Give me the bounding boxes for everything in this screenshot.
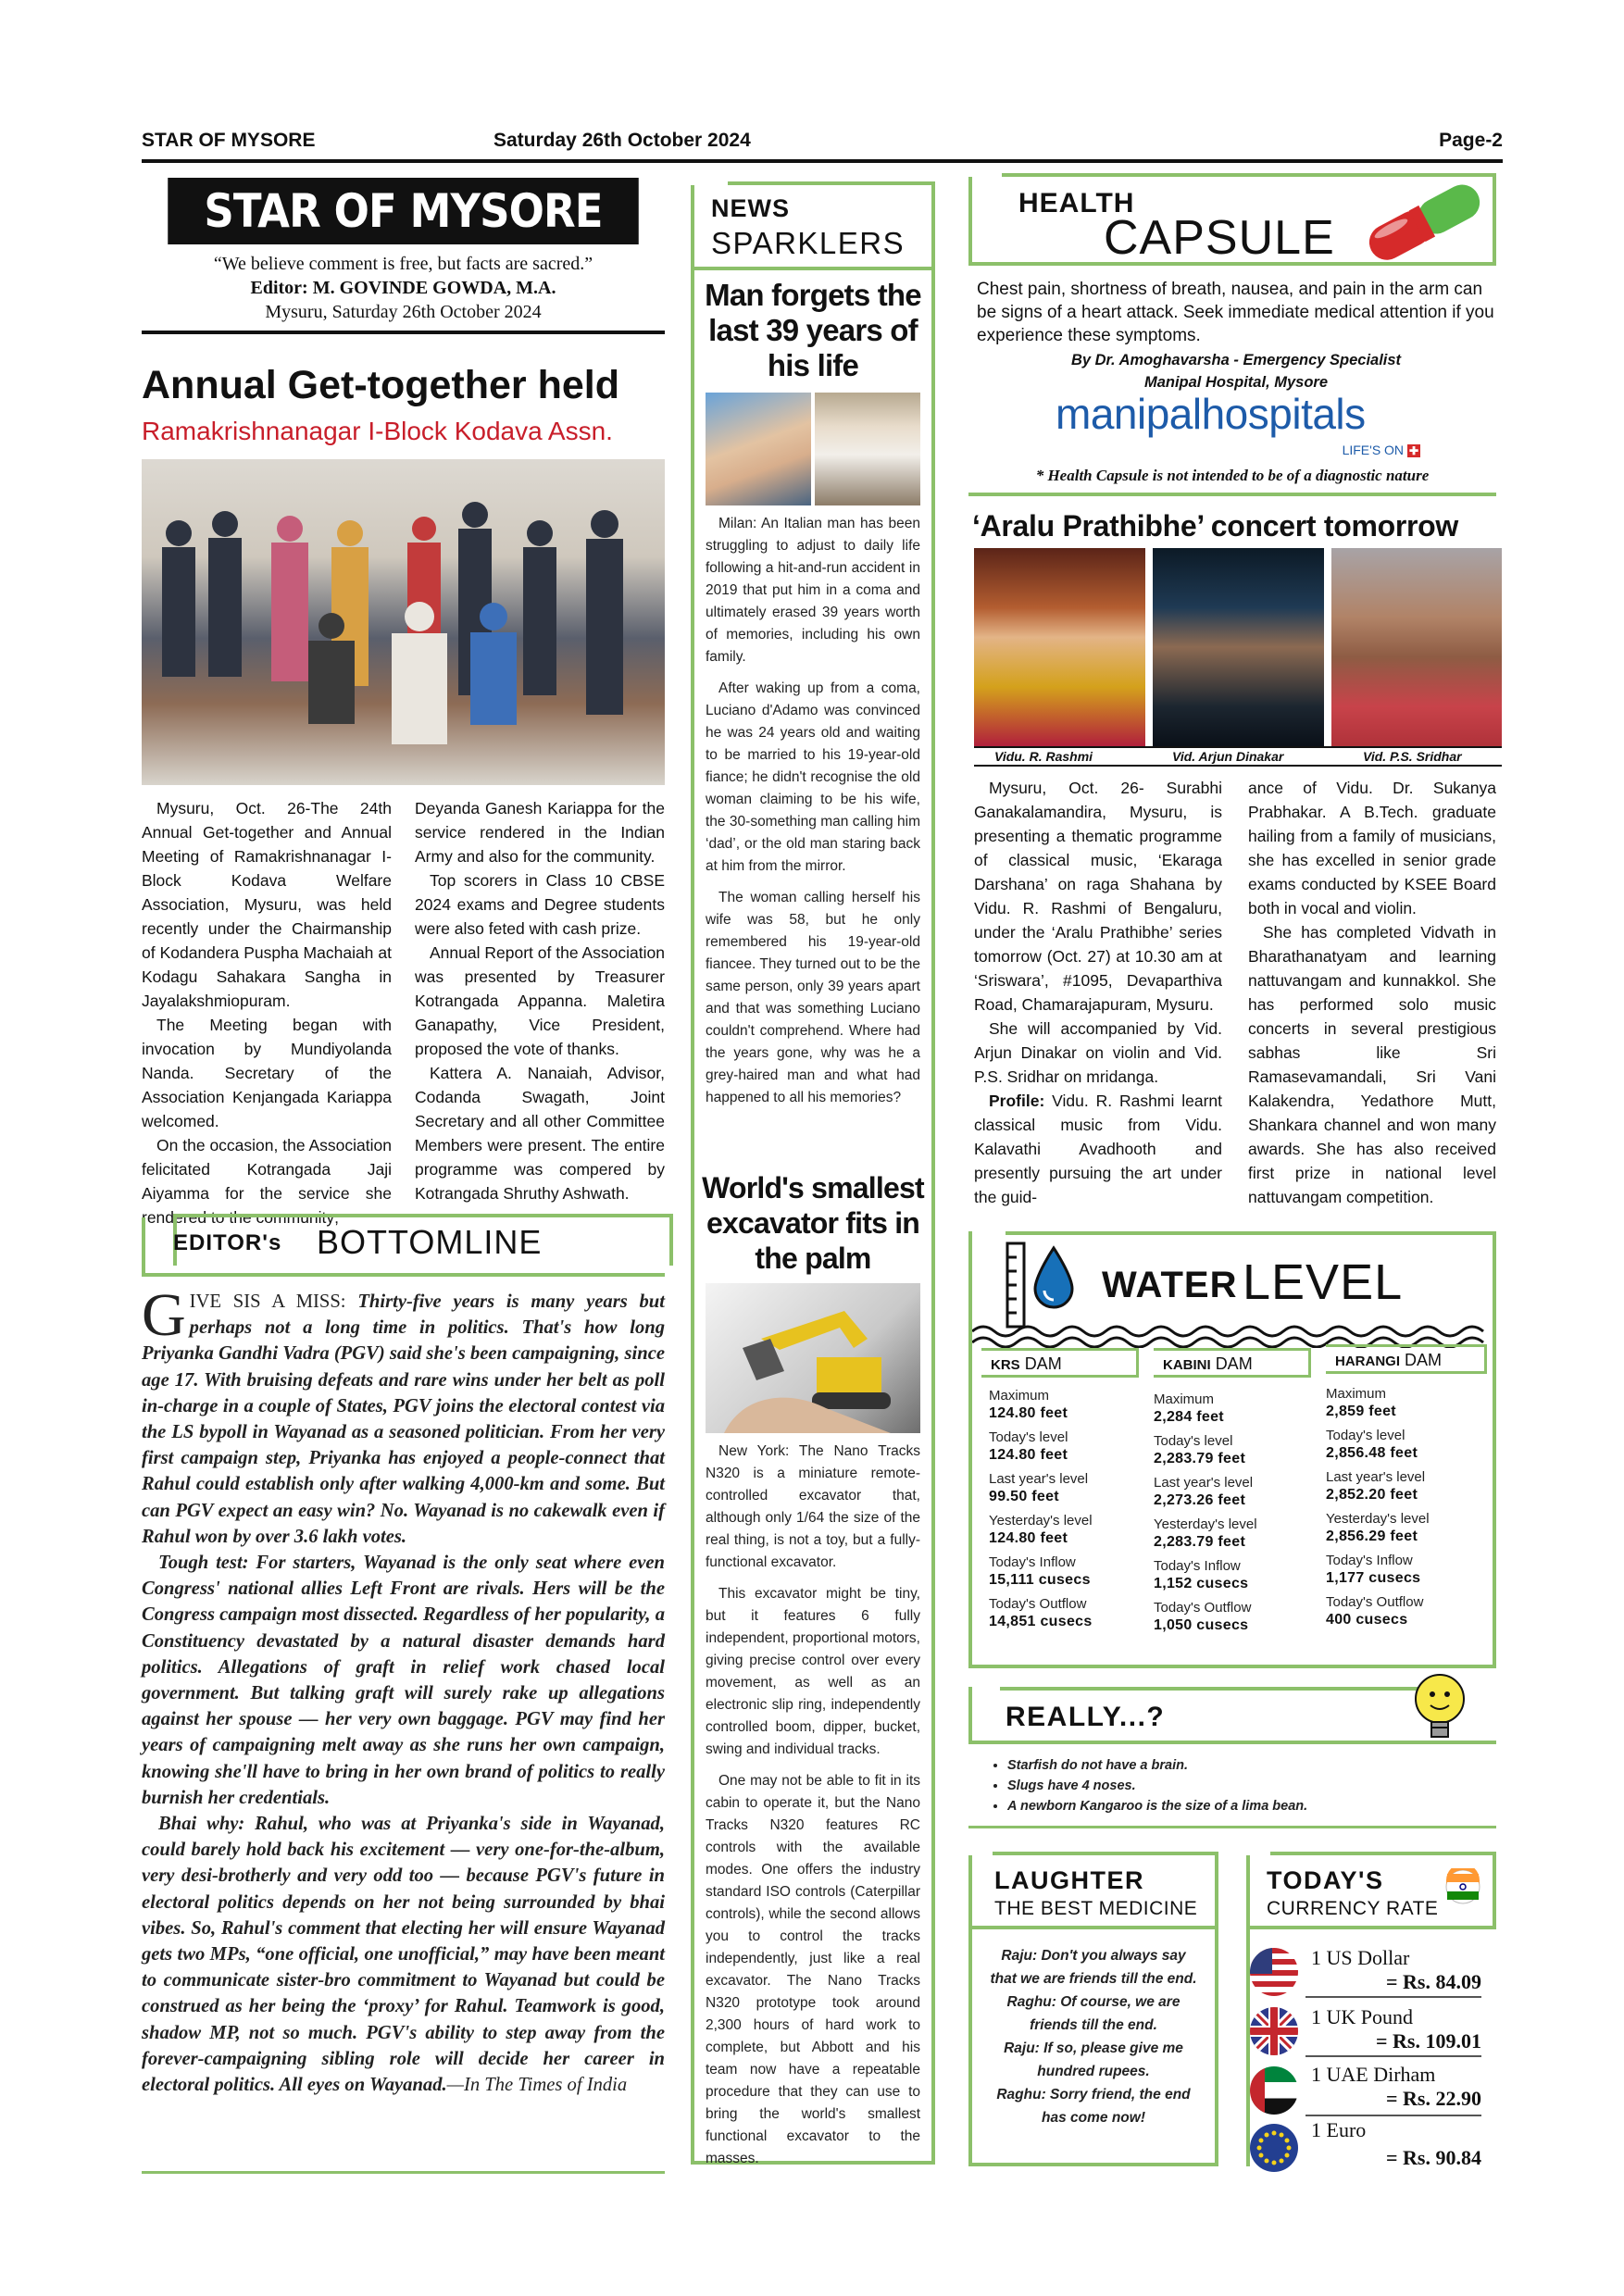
kodava-paragraph: Deyanda Ganesh Kariappa for the service rendered in the Indian Army and also for the community. (415, 799, 665, 866)
dam-row-label: Last year's level (1154, 1475, 1254, 1491)
dam-row-label: Today's level (1154, 1433, 1233, 1449)
kodava-headline: Annual Get-together held (142, 363, 619, 407)
really-bottom-rule (968, 1826, 1496, 1828)
dam-values (1154, 1378, 1311, 1635)
laughter-label-light: THE BEST MEDICINE (994, 1898, 1198, 1919)
excavator-illustration (706, 1283, 920, 1433)
masthead-editor: Editor: M. GOVINDE GOWDA, M.A. (250, 278, 556, 298)
story1-photo-left (706, 393, 811, 505)
health-byline: By Dr. Amoghavarsha - Emergency Specialist (1070, 352, 1402, 368)
eu-flag-icon (1250, 2124, 1298, 2172)
kodava-paragraph: Top scorers in Class 10 CBSE 2024 exams and Degree students were also feted with cash prize. (415, 871, 665, 938)
profile-lead: Profile: (989, 1092, 1045, 1110)
manipal-hospitals-logo (1056, 389, 1444, 463)
capsule-pill-icon (1354, 177, 1502, 260)
india-flag-icon (1444, 1868, 1481, 1905)
editorial-drop-cap: G (142, 1281, 186, 1349)
dam-row-value: 15,111 cusecs (989, 1572, 1091, 1588)
story1-paragraph: The woman calling herself his wife was 58, but he only remembered his 19-year-old fiancee. They turned out to be the same person, only 39 years apart and that was something Luciano couldn't comprehend. Where had the years gone, why was he a grey-haired man and what had happened to all his memories? (706, 890, 920, 1105)
dam-row-value: 2,283.79 feet (1154, 1534, 1246, 1550)
currency-label-notch (1246, 1852, 1270, 1855)
caption-rashmi: Vidu. R. Rashmi (994, 749, 1093, 764)
uk-cross (1250, 2007, 1298, 2055)
caption-sridhar: Vid. P.S. Sridhar (1363, 749, 1462, 764)
dam-row-value: 2,852.20 feet (1326, 1487, 1418, 1503)
dam-krs (981, 1348, 1139, 1637)
currency-row-aed (1250, 2061, 1491, 2118)
kodava-paragraph: On the occasion, the Association felicitated Kotrangada Jaji Aiyamma for the service she rendered to the community; (142, 1136, 392, 1227)
currency-value: = Rs. 90.84 (1386, 2146, 1481, 2169)
health-label-bold: HEALTH (1018, 188, 1135, 218)
uae-flag-icon (1250, 2066, 1298, 2115)
currency-unit: 1 Euro (1311, 2118, 1367, 2141)
dam-row-value: 124.80 feet (989, 1405, 1068, 1421)
currency-value: = Rs. 109.01 (1376, 2029, 1481, 2053)
concert-photo-arjun (1153, 548, 1324, 746)
editorial-label-light: BOTTOMLINE (317, 1223, 543, 1261)
dam-suffix: DAM (1024, 1354, 1062, 1373)
currency-value: = Rs. 22.90 (1386, 2087, 1481, 2110)
dam-row-label: Today's Outflow (989, 1596, 1087, 1612)
currency-divider (1305, 1996, 1481, 1998)
water-label-bold: WATER (1102, 1265, 1238, 1305)
dam-values (1326, 1374, 1487, 1629)
really-label-box (968, 1687, 1496, 1744)
editorial-lead-2: Tough test: (158, 1553, 249, 1574)
dam-row-value: 400 cusecs (1326, 1612, 1408, 1628)
dam-row-label: Last year's level (989, 1471, 1089, 1487)
logo-tagline (1343, 443, 1420, 457)
dam-harangi (1326, 1344, 1487, 1635)
masthead-title: STAR OF MYSORE (168, 178, 639, 244)
joke-line: Raju: If so, please give me hundred rupees. (1004, 2040, 1183, 2079)
kodava-column-1 (142, 796, 392, 1229)
story1-photo-right (815, 393, 920, 505)
story2-headline: World's smallest excavator fits in the palm (702, 1171, 924, 1275)
currency-unit: 1 UAE Dirham (1311, 2063, 1436, 2086)
concert-paragraph: ance of Vidu. Dr. Sukanya Prabhakar. A B.Tech. graduate hailing from a family of musicians, she has excelled in senior grade exams conducted by KSEE Board both in vocal and violin. (1248, 779, 1496, 917)
dam-header (981, 1348, 1139, 1378)
editorial-label-box (142, 1217, 665, 1277)
dam-row-label: Yesterday's level (1326, 1511, 1430, 1527)
concert-paragraph: She will accompanied by Vid. Arjun Dinakar on violin and Vid. P.S. Sridhar on mridanga. (974, 1019, 1222, 1086)
concert-paragraph: Mysuru, Oct. 26- Surabhi Ganakalamandira, Mysuru, is presenting a thematic programme of classical music, ‘Ekaraga Darshana’ on raga Shahana by Vidu. R. Rashmi of Bengaluru, under the ‘Aralu Prathibhe’ series tomorrow (Oct. 27) at 10.30 am at ‘Sriswara’, #1095, Devaparthiva Road, Chamarajapuram, Mysuru. (974, 779, 1222, 1014)
editorial-label-bold: EDITOR's (173, 1230, 282, 1255)
editorial-source: —In The Times of India (446, 2075, 628, 2096)
news-label-light: SPARKLERS (711, 226, 906, 260)
header-date: Saturday 26th October 2024 (493, 130, 751, 151)
editorial-lead-1: IVE SIS A MISS: (189, 1292, 346, 1312)
dam-kabini (1154, 1348, 1311, 1641)
masthead-motto: “We believe comment is free, but facts are sacred.” (213, 254, 593, 274)
kodava-paragraph: Annual Report of the Association was presented by Treasurer Kotrangada Appanna. Maletira Ganapathy, Vice President, proposed the vote of thanks. (415, 943, 665, 1058)
masthead (142, 178, 665, 334)
dam-row-label: Today's Outflow (1326, 1594, 1424, 1610)
header-page-number: Page-2 (1439, 130, 1503, 151)
currency-label-light: CURRENCY RATE (1267, 1898, 1439, 1919)
story1-paragraph: After waking up from a coma, Luciano d'Adamo was convinced he was 24 years old and waiting to be married to his 19-year-old fiance; he didn't recognise the old woman claiming to be his wife, the 30-something man calling him ‘dad’, or the old man staring back at him from the mirror. (706, 680, 920, 874)
caption-arjun: Vid. Arjun Dinakar (1172, 749, 1284, 764)
water-level-panel (968, 1231, 1496, 1668)
currency-divider (1305, 2055, 1481, 2057)
story1-photo (706, 393, 920, 505)
news-label-box (694, 181, 931, 270)
group-photo-figures (142, 459, 665, 785)
dam-values (981, 1378, 1139, 1631)
laughter-label-bold: LAUGHTER (994, 1866, 1144, 1894)
concert-column-2 (1248, 776, 1496, 1209)
currency-label-bold: TODAY'S (1267, 1866, 1384, 1894)
editorial-paragraph (142, 1281, 665, 1550)
concert-photos (974, 548, 1502, 768)
dam-row-label: Maximum (1154, 1391, 1215, 1407)
currency-unit: 1 UK Pound (1311, 2005, 1414, 2028)
lightbulb-icon (1407, 1666, 1472, 1750)
kodava-paragraph: Mysuru, Oct. 26-The 24th Annual Get-together and Annual Meeting of Ramakrishnanagar I-Block Kodava Welfare Association, Mysuru, was held recently under the Chairmanship of Kodandera Puspha Machaiah at Kodagu Sahakara Sangha in Jayalakshmiopuram. (142, 799, 392, 1010)
story1-body (706, 513, 920, 1118)
dam-header (1154, 1348, 1311, 1378)
profile-text: Vidu. R. Rashmi learnt classical music from Vidu. Kalavathi Avadhooth and presently pursuing the art under the guid- (974, 1092, 1222, 1206)
concert-paragraph (974, 1089, 1222, 1209)
story2-paragraph: This excavator might be tiny, but it features 6 fully independent, proportional motors, giving precise control over every movement, as well as an electronic slip ring, independently controlled boom, dipper, bucket, swing and individual tracks. (706, 1586, 920, 1757)
dam-row-value: 99.50 feet (989, 1489, 1059, 1504)
editorial-text-2: For starters, Wayanad is the only seat where even Congress' national allies Left Front are rivals. Hers will be the Congress campaign most dissected. Regardless of her popularity, a Constituency devastated by a natural disaster demands hard politics. Allegations of graft in relief work chased local government. But talking graft will surely rake up allegations against her spouse — her very own baggage. PGV may find her years of campaigning melt away as she runs her own campaign, knowing she'll have to bring in her own brand of politics to really burnish her credentials. (142, 1553, 665, 1808)
story1-headline: Man forgets the last 39 years of his life (705, 278, 921, 382)
story2-paragraph: New York: The Nano Tracks N320 is a miniature remote-controlled excavator that, although only 1/64 the size of the real thing, is not a toy, but a fully-functional excavator. (706, 1443, 920, 1570)
page-header (142, 130, 1503, 163)
dam-row-label: Today's level (989, 1429, 1068, 1445)
dam-row-label: Today's level (1326, 1428, 1405, 1443)
dam-row-value: 14,851 cusecs (989, 1614, 1093, 1629)
eu-stars (1250, 2124, 1298, 2172)
water-top-notch (968, 1231, 1496, 1235)
kodava-subhead: Ramakrishnanagar I-Block Kodava Assn. (142, 417, 613, 445)
dam-row-label: Yesterday's level (1154, 1516, 1257, 1532)
joke-line: Raju: Don't you always say that we are friends till the end. (990, 1948, 1197, 1987)
dam-row-label: Today's Inflow (1154, 1558, 1241, 1574)
kodava-paragraph: The Meeting began with invocation by Mundiyolanda Nanda. Secretary of the Association Kenjangada Kariappa welcomed. (142, 1016, 392, 1130)
water-label-light: LEVEL (1243, 1254, 1404, 1310)
story2-body (706, 1441, 920, 2179)
health-disclaimer: * Health Capsule is not intended to be of a diagnostic nature (1035, 467, 1430, 484)
news-label-notch (691, 181, 728, 185)
health-label-notch (968, 173, 1002, 177)
news-sparklers-panel (691, 181, 935, 2165)
dam-suffix: DAM (1215, 1354, 1253, 1373)
laughter-panel (968, 1852, 1218, 2166)
dam-row-value: 2,273.26 feet (1154, 1492, 1246, 1508)
us-flag-icon (1250, 1948, 1298, 1996)
fact-item: • Slugs have 4 noses. (1007, 1776, 1491, 1796)
fact-item: • Starfish do not have a brain. (1007, 1755, 1491, 1776)
editorial-paragraph (142, 1811, 665, 2098)
currency-unit: 1 US Dollar (1311, 1946, 1410, 1969)
laughter-label-notch (968, 1852, 993, 1855)
joke-line: Raghu: Of course, we are friends till the end. (1006, 1994, 1181, 2033)
story2-excavator-photo (706, 1283, 920, 1433)
really-label-top (1000, 1687, 1435, 1691)
currency-panel (1246, 1852, 1496, 2169)
concert-photo-rashmi (974, 548, 1145, 746)
dam-name: HARANGI (1335, 1354, 1400, 1369)
currency-row-gbp (1250, 2002, 1491, 2059)
dam-row-label: Last year's level (1326, 1469, 1426, 1485)
health-label-box (968, 173, 1496, 266)
health-text: Chest pain, shortness of breath, nausea, and pain in the arm can be signs of a heart attack. Seek immediate medical attention if you experience these symptoms. (977, 280, 1494, 345)
dam-row-label: Today's Inflow (989, 1554, 1076, 1570)
fact-item: • A newborn Kangaroo is the size of a lima bean. (1007, 1796, 1491, 1816)
plus-icon: ✚ (1408, 444, 1418, 457)
editorial-lead-3: Bhai why: (158, 1814, 245, 1835)
editorial-text-1: Thirty-five years is many years but perhaps not a long time in politics. That's how long Priyanka Gandhi Vadra (PGV) said she's been campaigning, since age 17. With bruising defeats and rare wins under her belt as poll in-charge in a couple of States, PGV joins the electoral contest via the LS bypoll in Wayanad as a seasoned politician. From her very first campaign step, Priyanka has enjoyed a people-connect that Rahul could establish only after walking 4,000-km and some. But can PGV expect an easy win? No. Wayanad is no cakewalk even if Rahul won by over 3.6 lakh votes. (142, 1292, 665, 1547)
dam-row-value: 124.80 feet (989, 1530, 1068, 1546)
editorial-text-3: Rahul, who was at Priyanka's side in Wayanad, could barely hold back his excitement — very one-for-the-album, very desi-brotherly and very odd too — because PGV's future in electoral politics depends on her not being surrounded by bhai vibes. So, Rahul's comment that electing her will ensure Wayanad gets two MPs, “one official, one unofficial,” may have been meant to communicate sister-bro commitment to Wayanad but could be construed as her being the ‘proxy’ for Rahul. Teamwork is good, shadow MP, not so much. PGV's ability to step away from the forever-campaigning sibling role will decide her career in electoral politics. All eyes on Wayanad. (142, 1814, 665, 2096)
dam-name: KRS (991, 1357, 1020, 1373)
dam-row-label: Yesterday's level (989, 1513, 1093, 1529)
logo-text-manipal: manipal (1056, 390, 1202, 438)
dam-row-value: 2,284 feet (1154, 1409, 1224, 1425)
dam-row-label: Today's Inflow (1326, 1553, 1413, 1568)
dam-row-label: Maximum (1326, 1386, 1387, 1402)
editorial-paragraph (142, 1550, 665, 1811)
dam-row-value: 2,859 feet (1326, 1404, 1396, 1419)
currency-divider (1305, 2115, 1481, 2116)
dam-row-value: 1,050 cusecs (1154, 1617, 1249, 1633)
dam-row-label: Today's Outflow (1154, 1600, 1252, 1616)
dam-row-value: 2,856.29 feet (1326, 1529, 1418, 1544)
health-bottom-rule (968, 493, 1496, 496)
dam-row-value: 1,177 cusecs (1326, 1570, 1421, 1586)
dam-row-value: 1,152 cusecs (1154, 1576, 1249, 1591)
kodava-column-2 (415, 796, 665, 1205)
health-hospital: Manipal Hospital, Mysore (1143, 374, 1329, 391)
dam-name: KABINI (1163, 1357, 1211, 1373)
currency-value: = Rs. 84.09 (1386, 1970, 1481, 1993)
laughter-label-box (972, 1852, 1215, 1929)
story2-paragraph: One may not be able to fit in its cabin to operate it, but the Nano Tracks N320 features RC controls with the available modes. One offers the industry standard ISO controls (Caterpillar controls), while the second allows you to control the tracks independently, just like a real excavator. The Nano Tracks N320 prototype took around 2,300 hours of hard work to complete, but Abbott and his team now have a repeatable procedure that they can use to bring the world's smallest functional excavator to the masses. (706, 1773, 920, 2166)
news-label-bold: NEWS (711, 194, 790, 222)
dam-suffix: DAM (1405, 1351, 1443, 1369)
masthead-dateline: Mysuru, Saturday 26th October 2024 (142, 302, 665, 334)
concert-headline: ‘Aralu Prathibhe’ concert tomorrow (972, 509, 1459, 543)
dam-row-value: 124.80 feet (989, 1447, 1068, 1463)
kodava-group-photo (142, 459, 665, 785)
header-paper-name: STAR OF MYSORE (142, 130, 316, 151)
logo-text-hospitals: hospitals (1201, 390, 1366, 438)
story1-paragraph: Milan: An Italian man has been struggling to adjust to daily life following a hit-and-run accident in 2019 that put him in a coma and ultimately erased 39 years worth of memories, including his own family. (706, 516, 920, 665)
health-label-light: CAPSULE (1104, 211, 1335, 265)
editorial-bottom-rule (142, 2171, 665, 2174)
joke-line: Raghu: Sorry friend, the end has come now! (996, 2087, 1191, 2126)
dam-row-label: Maximum (989, 1388, 1050, 1404)
dam-header (1326, 1344, 1487, 1374)
currency-rates (1250, 1942, 1496, 2169)
really-label: REALLY...? (1006, 1702, 1166, 1732)
dam-row-value: 2,283.79 feet (1154, 1451, 1246, 1466)
tagline-text: LIFE'S ON (1342, 443, 1405, 457)
concert-column-1 (974, 776, 1222, 1209)
currency-row-eur (1250, 2118, 1491, 2176)
currency-label-box (1250, 1852, 1496, 1929)
uk-flag-icon (1250, 2007, 1298, 2055)
laughter-joke (989, 1944, 1198, 2129)
currency-row-usd (1250, 1942, 1491, 2000)
editorial-body (142, 1281, 665, 2098)
really-facts-list (991, 1755, 1491, 1816)
kodava-paragraph: Kattera A. Nanaiah, Advisor, Codanda Swagath, Joint Secretary and all other Committee Members were present. The entire programme was compered by Kotrangada Shruthy Ashwath. (415, 1064, 665, 1203)
concert-photo-sridhar (1331, 548, 1502, 746)
dam-row-value: 2,856.48 feet (1326, 1445, 1418, 1461)
concert-paragraph: She has completed Vidvath in Bharathanatyam and learning nattuvangam and kunnakkol. She has performed solo music concerts in several prestigious sabhas like Sri Ramasevamandali, Sri Vani Kalakendra, Yedathore Mutt, Shankara channel and won many awards. She has also received first prize in national level nattuvangam competition. (1248, 923, 1496, 1206)
